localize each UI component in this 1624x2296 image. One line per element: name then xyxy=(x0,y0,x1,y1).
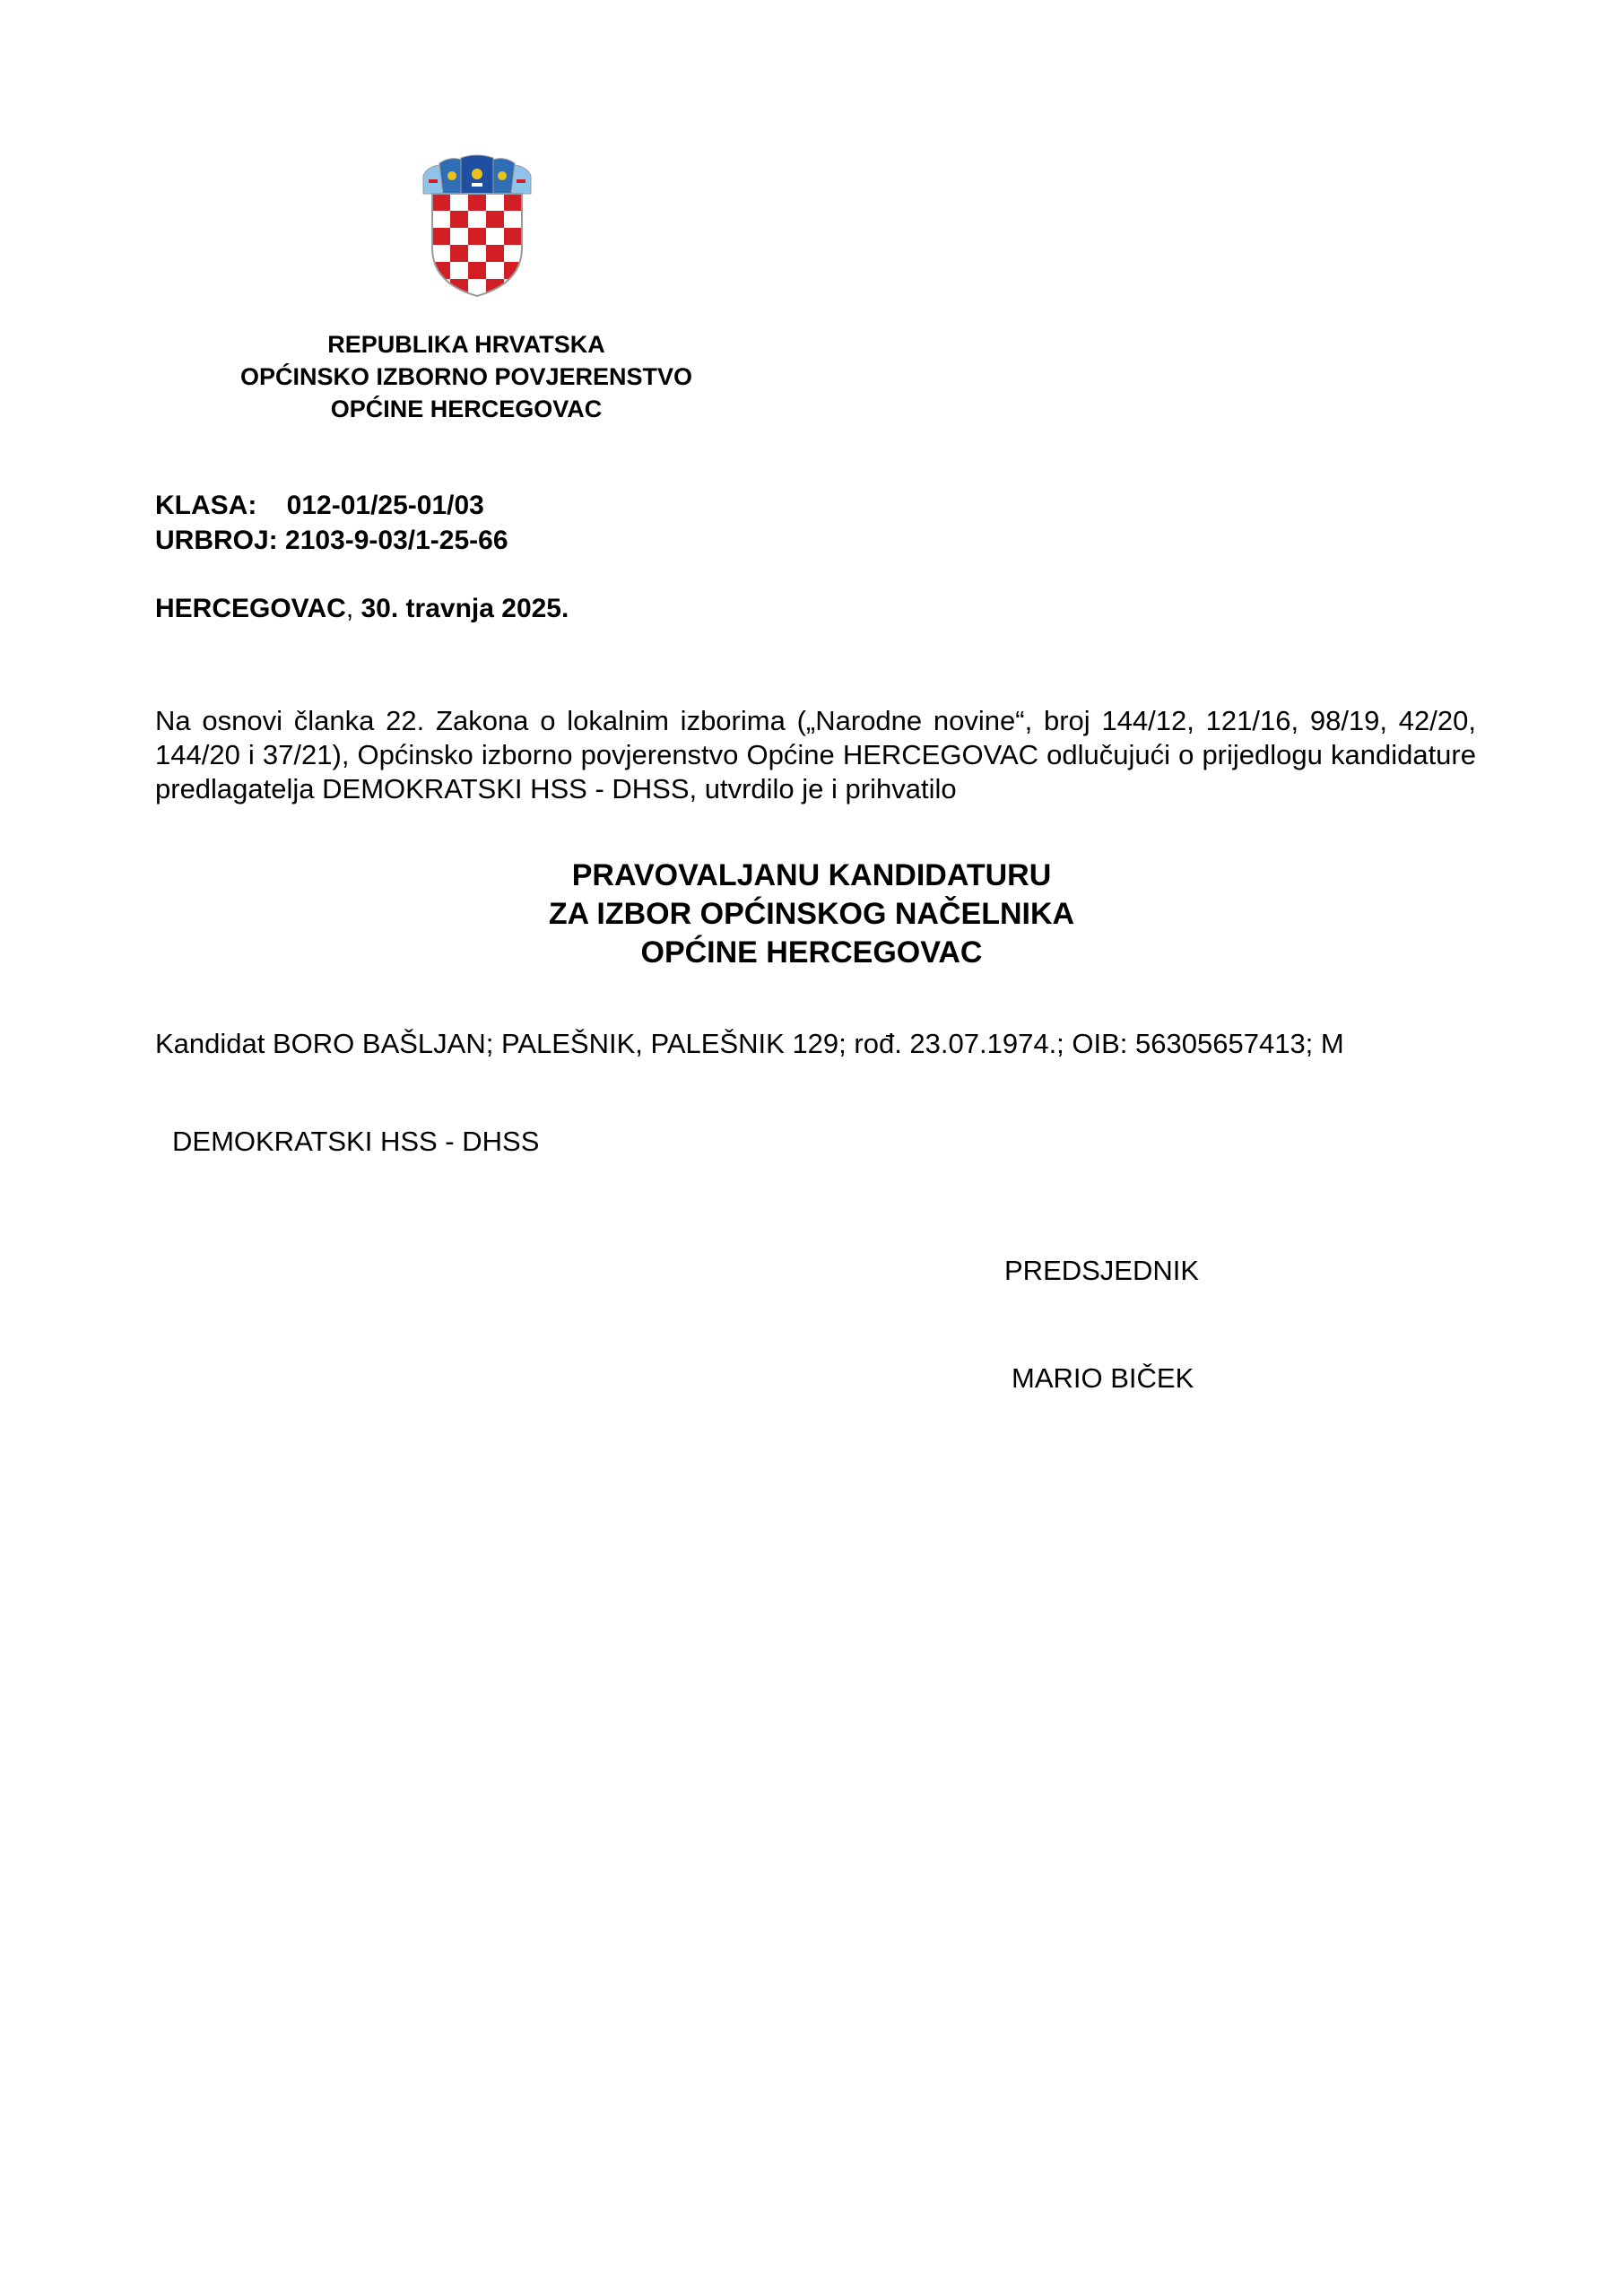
coat-checker-square xyxy=(450,228,469,246)
intro-paragraph: Na osnovi članka 22. Zakona o lokalnim izborima („Narodne novine“, broj 144/12, 121/16, 98/19, 42/20, 144/20 i 37/21), Općinsko izborno povjerenstvo Općine HERCEGOVAC odlučujući o prijedlogu kandidature predlagatelja DEMOKRATSKI HSS - DHSS, utvrdilo je i prihvatilo xyxy=(155,705,1476,804)
party-line: DEMOKRATSKI HSS - DHSS xyxy=(172,1126,540,1157)
coat-checker-square xyxy=(450,194,469,212)
date-place: HERCEGOVAC xyxy=(155,594,346,623)
coat-checker-square xyxy=(432,245,451,263)
klasa-value: 012-01/25-01/03 xyxy=(286,491,484,520)
klasa-line xyxy=(155,489,484,523)
urbroj-value: 2103-9-03/1-25-66 xyxy=(285,526,508,555)
croatian-coat-of-arms-icon xyxy=(420,154,534,298)
urbroj-label: URBROJ: xyxy=(155,526,278,555)
decision-line-3: OPĆINE HERCEGOVAC xyxy=(640,935,983,970)
date-line xyxy=(155,592,569,626)
coat-checker-square xyxy=(486,211,505,229)
header-line-municipality: OPĆINE HERCEGOVAC xyxy=(330,396,603,422)
candidate-line: Kandidat BORO BAŠLJAN; PALEŠNIK, PALEŠNIK 129; rođ. 23.07.1974.; OIB: 56305657413; M xyxy=(155,1028,1344,1059)
date-separator: , xyxy=(345,594,354,623)
coat-checker-square xyxy=(486,262,505,280)
coat-checker-square xyxy=(432,211,451,229)
decision-heading xyxy=(359,857,1264,972)
coat-checker-square xyxy=(450,279,469,297)
signature-title: PREDSJEDNIK xyxy=(1004,1255,1200,1286)
coat-checker-square xyxy=(468,194,487,212)
coat-checker-square xyxy=(450,245,469,263)
signature-name: MARIO BIČEK xyxy=(1012,1362,1194,1394)
coat-checker-square xyxy=(468,211,487,229)
coat-checker-square xyxy=(468,228,487,246)
date-text: 30. travnja 2025. xyxy=(360,594,569,623)
coat-checker-square xyxy=(432,228,451,246)
coat-checker-square xyxy=(468,245,487,263)
coat-checker-square xyxy=(486,245,505,263)
coat-checker-square xyxy=(504,228,523,246)
coat-checker-square xyxy=(432,194,451,212)
coat-checker-square xyxy=(504,194,523,212)
urbroj-line xyxy=(155,524,508,558)
coat-checker-square xyxy=(486,194,505,212)
header-line-republic: REPUBLIKA HRVATSKA xyxy=(327,331,605,358)
coat-checker-square xyxy=(504,211,523,229)
issuer-header xyxy=(90,328,843,425)
coat-checker-square xyxy=(450,211,469,229)
coat-checker-square xyxy=(486,228,505,246)
decision-line-2: ZA IZBOR OPĆINSKOG NAČELNIKA xyxy=(548,897,1075,931)
coat-checker-square xyxy=(486,279,505,297)
decision-line-1: PRAVOVALJANU KANDIDATURU xyxy=(571,858,1052,892)
header-line-commission: OPĆINSKO IZBORNO POVJERENSTVO xyxy=(239,363,693,390)
coat-checker-square xyxy=(450,262,469,280)
coat-checker-square xyxy=(468,262,487,280)
klasa-label: KLASA: xyxy=(155,491,257,520)
